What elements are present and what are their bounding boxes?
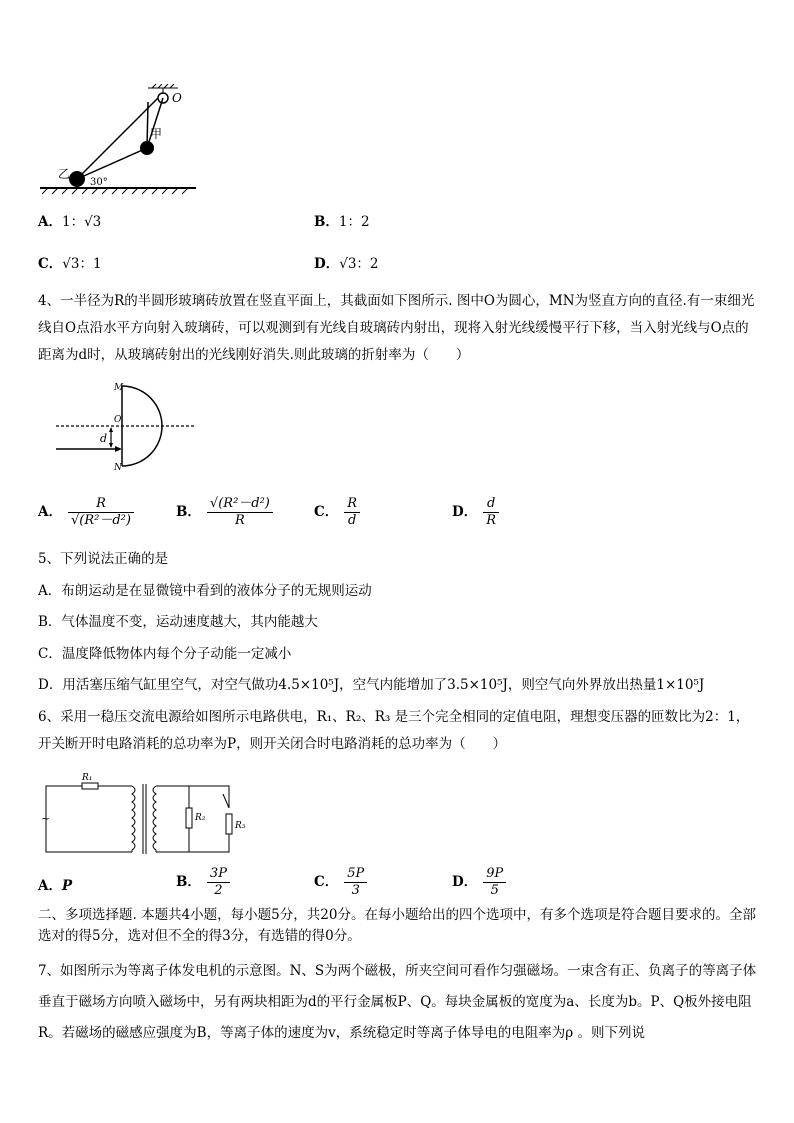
label-r2: R₂ <box>195 813 206 823</box>
ac-source-symbol: ~ <box>41 812 51 825</box>
numerator: R <box>68 496 134 513</box>
label-r1: R₁ <box>82 773 93 783</box>
numerator: R <box>344 496 360 513</box>
option-label: C． <box>38 256 63 272</box>
option-value: √3：1 <box>62 256 102 272</box>
d-arrow-top <box>109 427 113 432</box>
numerator: 9P <box>483 866 506 883</box>
rod-jia-yi <box>77 148 147 179</box>
q6-option-a[interactable] <box>38 876 72 896</box>
q4-option-c[interactable] <box>314 496 360 529</box>
label-d: d <box>100 432 108 445</box>
q5-option-a[interactable]: A．布朗运动是在显微镜中看到的液体分子的无规则运动 <box>38 583 372 599</box>
option-value: 1：2 <box>338 214 370 230</box>
label-N: N <box>114 463 122 473</box>
option-label: D． <box>452 504 478 520</box>
option-label: D． <box>452 874 478 890</box>
q7-stem: 7、如图所示为等离子体发电机的示意图。N、S为两个磁极，所夹空间可看作匀强磁场。一束含有正、负离子的等离子体垂直于磁场方向喷入磁场中，另有两块相距为d的平行金属板P、Q。每块金属板的宽度为a、长度为b。P、Q板外接电阻R。若磁场的磁感应强度为B，等离子体的速度为v，系统稳定时等离子体导电的电阻率为ρ 。则下列说 <box>38 963 757 1041</box>
q3-pulley-figure <box>30 84 230 196</box>
denominator: R <box>486 513 497 528</box>
option-value: 1：√3 <box>61 214 102 230</box>
q6-circuit-figure <box>36 768 256 860</box>
option-label: C． <box>314 874 339 890</box>
option-label: D． <box>314 256 340 272</box>
option-label: B． <box>314 214 339 230</box>
q6-stem: 6、采用一稳压交流电源给如图所示电路供电，R₁、R₂、R₃ 是三个完全相同的定值电阻，理想变压器的匝数比为2：1，开关断开时电路消耗的总功率为P，则开关闭合时电路消耗的总功率为（ ） <box>38 709 750 752</box>
option-label: C． <box>314 504 339 520</box>
primary-wire <box>46 786 132 852</box>
secondary-wire-top <box>156 786 229 808</box>
arrow-head <box>115 446 122 452</box>
secondary-coil <box>153 786 156 852</box>
switch[interactable] <box>223 794 229 808</box>
q5-option-d[interactable]: D．用活塞压缩气缸里空气，对空气做功4.5×10⁵J，空气内能增加了3.5×10⁵J，则空气向外界放出热量1×10⁵J <box>38 677 705 693</box>
label-r3: R₃ <box>235 821 246 831</box>
q6-option-c[interactable] <box>314 866 367 899</box>
denominator: √(R²－d²) <box>70 513 131 528</box>
q5-stem: 5、下列说法正确的是 <box>38 551 169 567</box>
label-O: O <box>114 415 122 425</box>
q4-option-b[interactable] <box>176 496 273 529</box>
option-label: B． <box>176 504 201 520</box>
fraction <box>344 866 367 899</box>
option-label: A． <box>38 878 62 894</box>
denominator: 3 <box>351 883 360 898</box>
fraction <box>207 496 273 529</box>
q4-stem: 4、一半径为R的半圆形玻璃砖放置在竖直平面上，其截面如下图所示. 图中O为圆心，MN为竖直方向的直径.有一束细光线自O点沿水平方向射入玻璃砖，可以观测到有光线自玻璃砖内射出，现将入射光线缓慢平行下移，当入射光线与O点的距离为d时，从玻璃砖射出的光线刚好消失.则此玻璃的折射率为（ ） <box>38 293 755 363</box>
ball-jia <box>140 141 154 155</box>
q3-option-b[interactable] <box>314 212 370 232</box>
fraction <box>483 866 506 899</box>
q5-option-b[interactable]: B．气体温度不变，运动速度越大，其内能越大 <box>38 614 318 630</box>
fraction <box>68 496 134 529</box>
fraction <box>344 496 360 529</box>
d-arrow-bottom <box>109 443 113 448</box>
q6-option-b[interactable] <box>176 866 230 899</box>
fraction <box>207 866 230 899</box>
secondary-wire-bottom <box>156 834 229 852</box>
label-jia: 甲 <box>150 127 163 141</box>
denominator: 5 <box>490 883 499 898</box>
q4-option-a[interactable] <box>38 496 134 529</box>
primary-coil <box>132 786 135 852</box>
label-angle: 30° <box>90 177 108 188</box>
denominator: R <box>235 513 245 528</box>
label-M: M <box>114 383 124 393</box>
option-value: P <box>61 878 73 894</box>
q4-option-d[interactable] <box>452 496 499 529</box>
denominator: 2 <box>214 883 223 898</box>
q3-option-d[interactable] <box>314 254 379 274</box>
label-yi: 乙 <box>58 167 71 181</box>
option-label: A． <box>38 504 62 520</box>
denominator: d <box>347 513 357 528</box>
numerator: 3P <box>207 866 230 883</box>
q5-option-c[interactable]: C．温度降低物体内每个分子动能一定减小 <box>38 646 292 662</box>
q3-option-c[interactable] <box>38 254 102 274</box>
ball-yi <box>69 171 85 187</box>
numerator: d <box>483 496 499 513</box>
numerator: √(R²－d²) <box>207 496 273 513</box>
q6-option-d[interactable] <box>452 866 506 899</box>
fraction <box>483 496 499 529</box>
option-label: A． <box>38 214 62 230</box>
resistor-r3 <box>226 814 232 834</box>
section-2-heading: 二、多项选择题. 本题共4小题，每小题5分，共20分。在每小题给出的四个选项中，有多个选项是符合题目要求的。全部选对的得5分，选对但不全的得3分，有选错的得0分。 <box>38 907 756 944</box>
q3-option-a[interactable] <box>38 212 101 232</box>
option-value: √3：2 <box>339 256 379 272</box>
q4-semicircle-figure <box>54 378 204 474</box>
label-O: O <box>172 91 182 105</box>
resistor-r2 <box>186 808 192 828</box>
numerator: 5P <box>344 866 367 883</box>
rope-to-yi <box>77 98 158 179</box>
resistor-r1 <box>82 783 98 789</box>
ground <box>40 188 196 194</box>
option-label: B． <box>176 874 201 890</box>
